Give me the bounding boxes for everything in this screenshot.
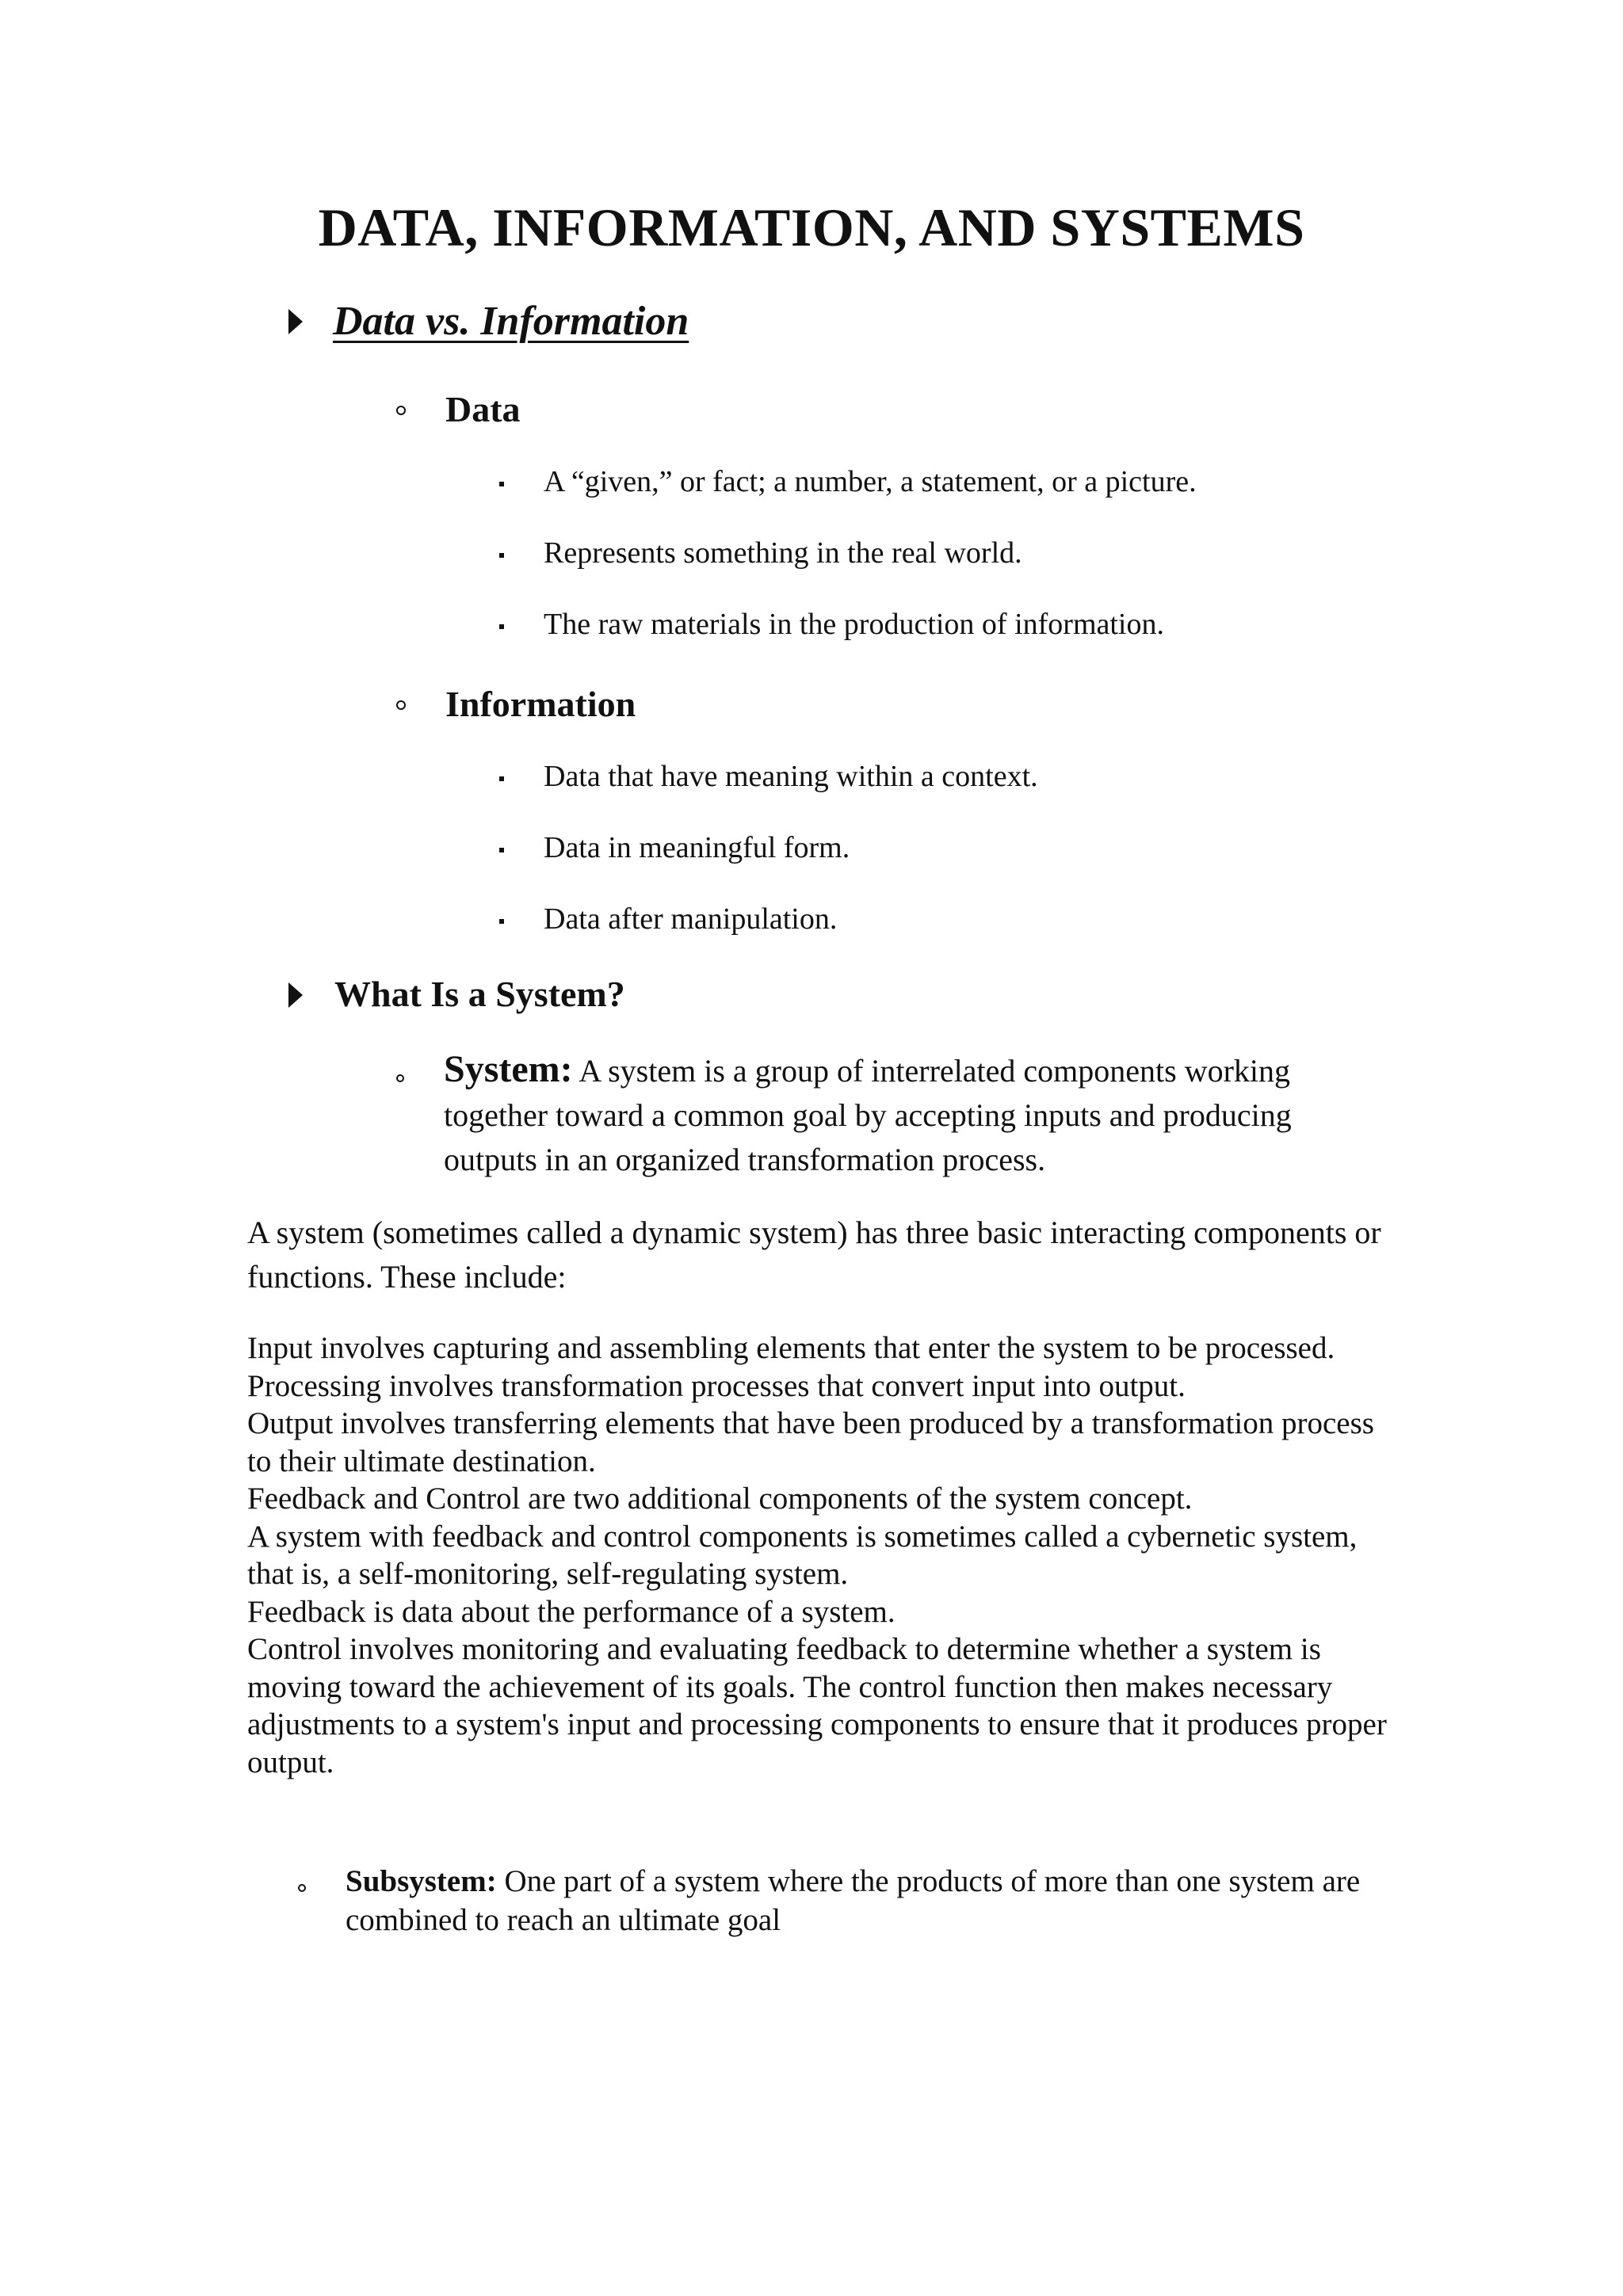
list-item: Data in meaningful form. [544, 831, 850, 864]
list-item: The raw materials in the production of information. [544, 608, 1164, 641]
subsystem-term: Subsystem: [346, 1864, 497, 1898]
subheading-data: Data [445, 389, 521, 429]
paragraph-line: Feedback is data about the performance of a system. [247, 1594, 896, 1629]
circle-bullet-icon [396, 700, 406, 710]
triangle-bullet-icon [288, 982, 303, 1008]
subsystem-definition [346, 1862, 1400, 1939]
paragraph-line: Output involves transferring elements that have been produced by a transformation process to their ultimate destination. [247, 1406, 1374, 1478]
circle-bullet-icon [396, 406, 406, 415]
circle-bullet-icon [298, 1884, 306, 1892]
list-item: Data after manipulation. [544, 902, 838, 936]
list-item: A “given,” or fact; a number, a statement, or a picture. [544, 465, 1197, 498]
page-title: DATA, INFORMATION, AND SYSTEMS [318, 197, 1305, 257]
circle-bullet-icon [396, 1074, 404, 1082]
section-heading-what-is-a-system: What Is a System? [334, 974, 625, 1014]
system-definition [444, 1047, 1371, 1182]
paragraph-line: Input involves capturing and assembling elements that enter the system to be processed. Processing involves transformation processes that convert input into output. [247, 1331, 1335, 1403]
paragraph-line: Feedback and Control are two additional components of the system concept. [247, 1482, 1193, 1516]
square-bullet-icon [499, 776, 504, 781]
list-item: Data that have meaning within a context. [544, 760, 1038, 793]
square-bullet-icon [499, 482, 504, 486]
subsystem-definition-text: One part of a system where the products of more than one system are combined to reach an ultimate goal [346, 1864, 1361, 1937]
paragraph-line: A system with feedback and control components is sometimes called a cybernetic system, that is, a self-monitoring, self-regulating system. [247, 1519, 1358, 1591]
list-item: Represents something in the real world. [544, 536, 1022, 570]
square-bullet-icon [499, 553, 504, 558]
square-bullet-icon [499, 848, 504, 852]
intro-paragraph: A system (sometimes called a dynamic system) has three basic interacting components or functions. These include: [247, 1215, 1381, 1295]
components-paragraph [247, 1329, 1388, 1781]
square-bullet-icon [499, 624, 504, 629]
subheading-information: Information [445, 684, 636, 724]
paragraph-line: Control involves monitoring and evaluating feedback to determine whether a system is moving toward the achievement of its goals. The control function then makes necessary adjustments to a system's input and processing components to ensure that it produces proper output. [247, 1632, 1387, 1779]
triangle-bullet-icon [288, 309, 303, 334]
system-term: System: [444, 1048, 573, 1090]
square-bullet-icon [499, 919, 504, 924]
section-heading-data-vs-information: Data vs. Information [333, 299, 689, 344]
system-definition-text: A system is a group of interrelated components working together toward a common goal by accepting inputs and producing outputs in an organized transformation process. [444, 1053, 1292, 1177]
